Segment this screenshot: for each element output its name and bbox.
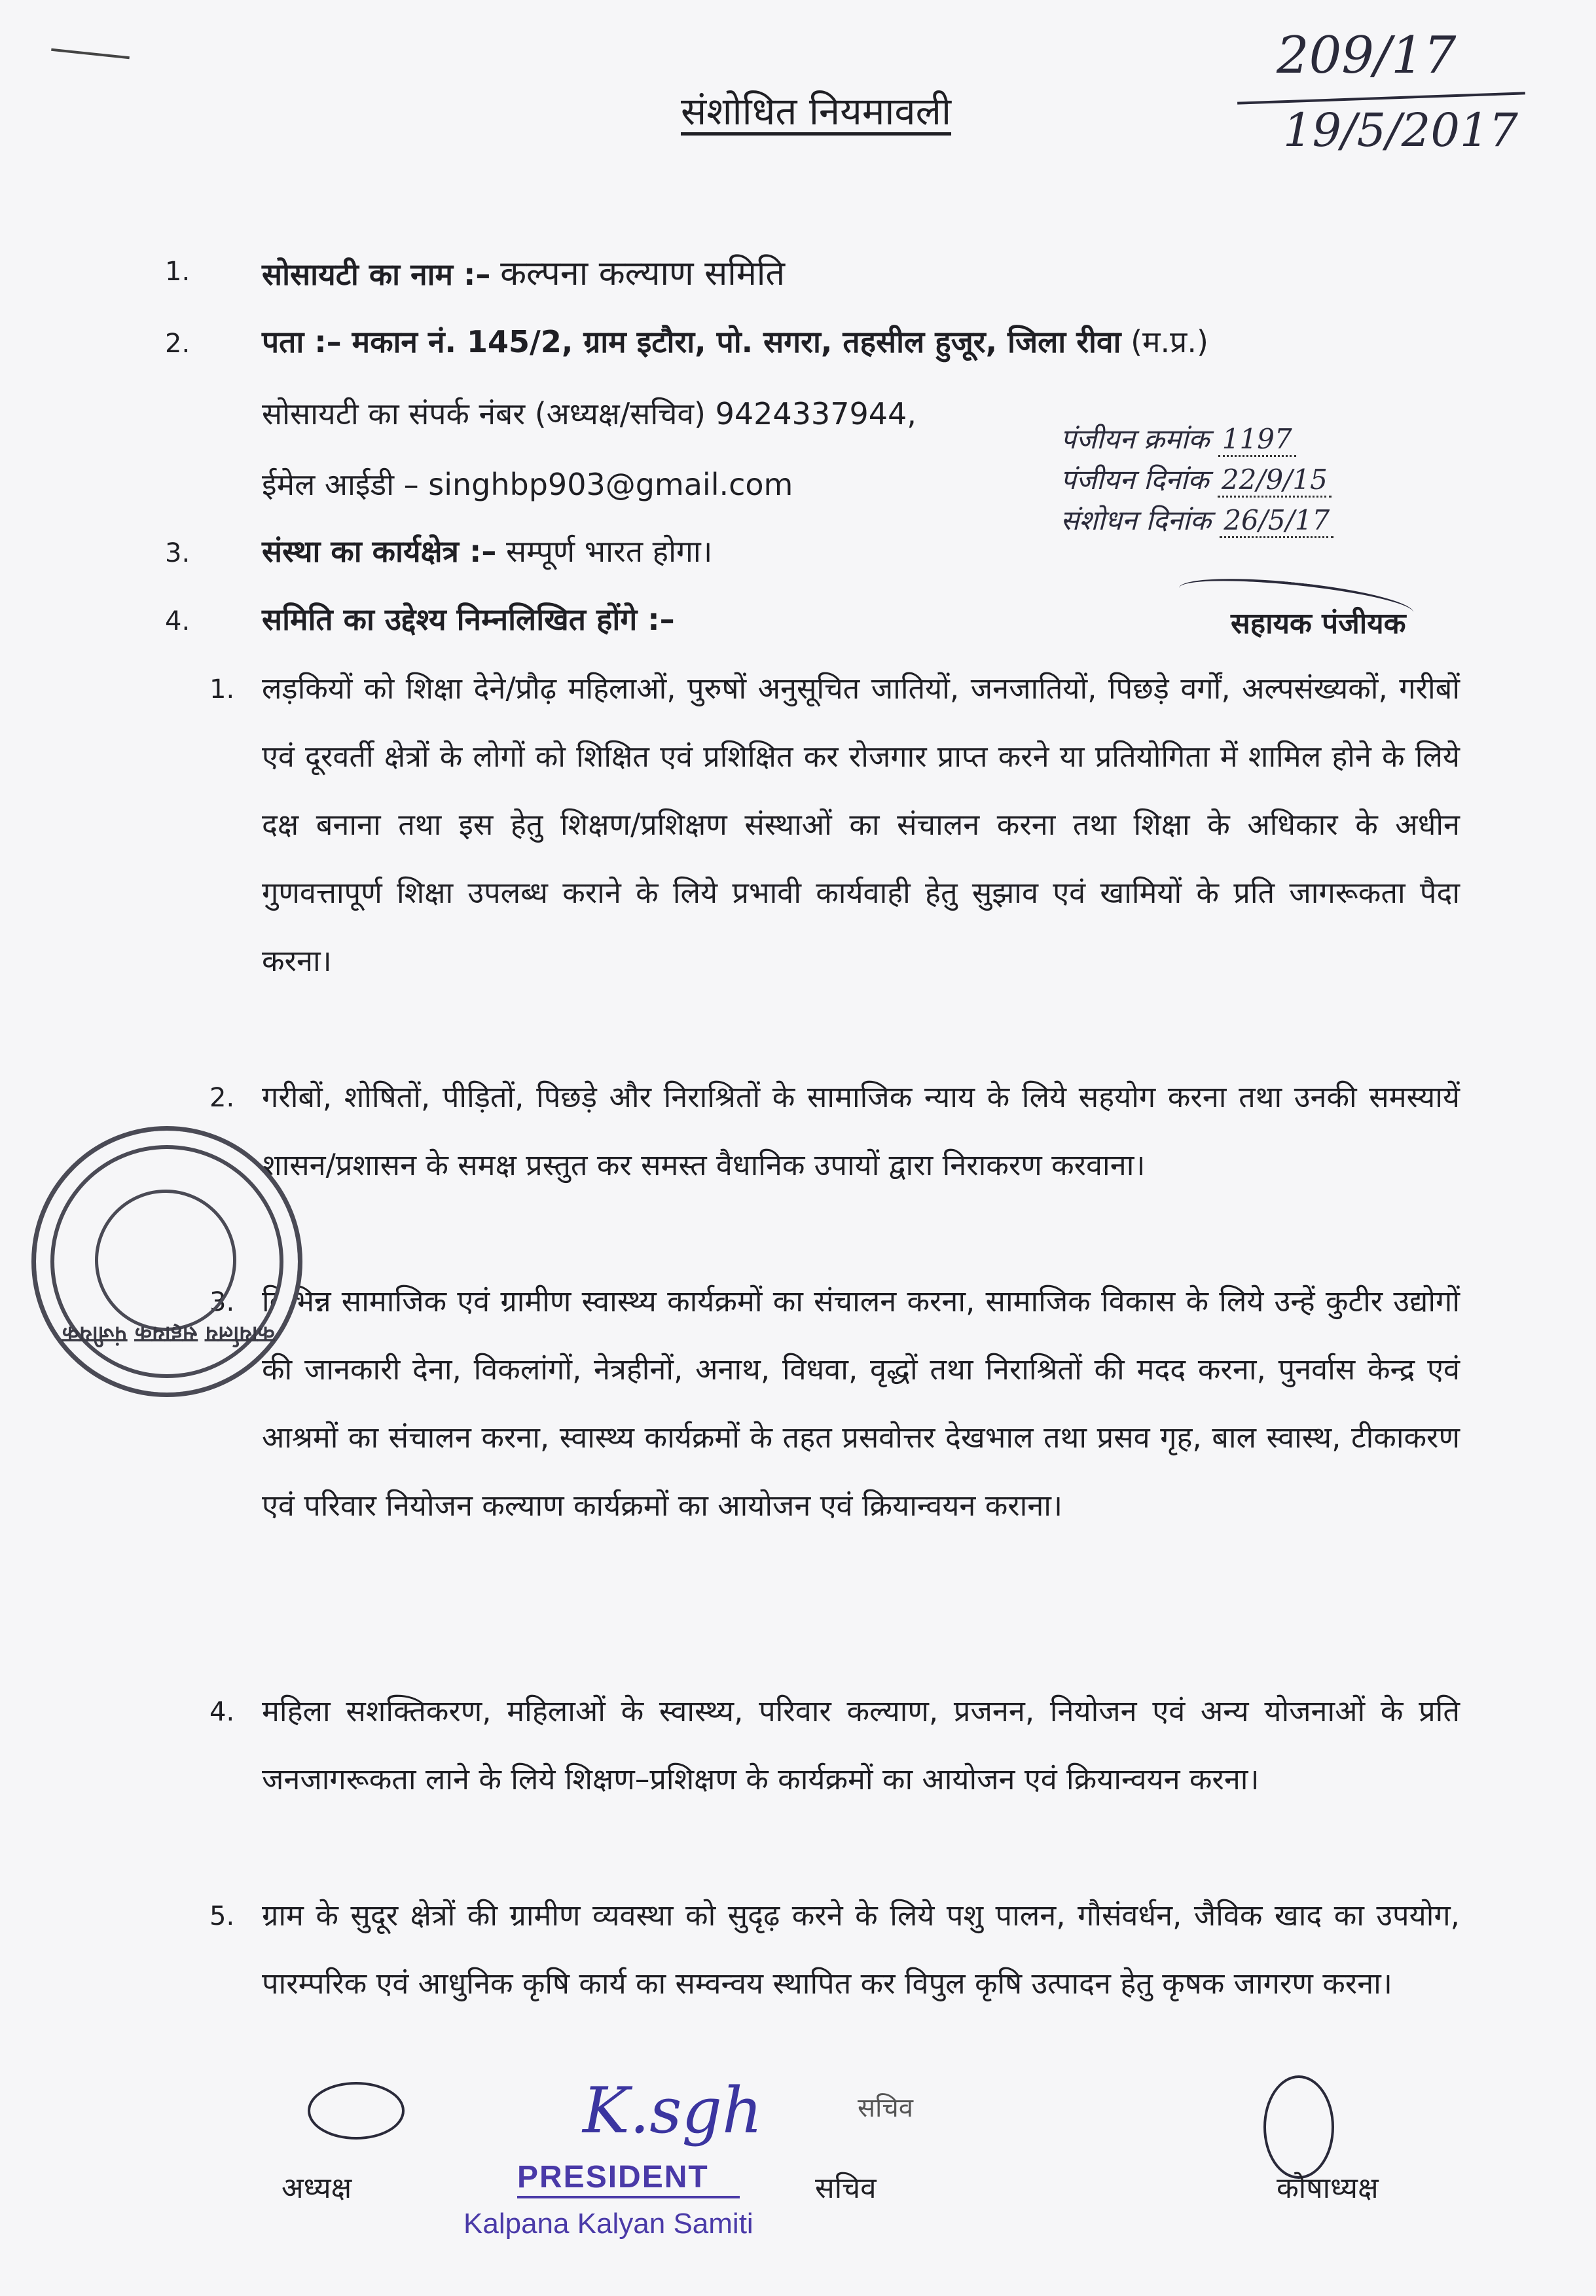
president-title: अध्यक्ष xyxy=(281,2172,352,2205)
contact-number: सोसायटी का संपर्क नंबर (अध्यक्ष/सचिव) 9424337944, xyxy=(262,396,916,431)
treasurer-signature-scribble xyxy=(1263,2075,1334,2179)
treasurer-title: कोषाध्यक्ष xyxy=(1277,2172,1379,2205)
case-reference xyxy=(1237,26,1545,157)
registrar-signature xyxy=(1178,576,1440,661)
section-row xyxy=(262,249,785,295)
president-signature: K.sgh xyxy=(583,2074,763,2147)
objective-text: गरीबों, शोषितों, पीड़ितों, पिछड़े और निराश्रितों के सामाजिक न्याय के लिये सहयोग करना तथा उनकी समस्यायें शासन/प्रशासन के समक्ष प्रस्तुत कर समस्त वैधानिक उपायों द्वारा निराकरण करवाना। xyxy=(262,1080,1460,1182)
email-id: ईमेल आईडी – singhbp903@gmail.com xyxy=(262,467,793,502)
amendment-date-line: संशोधन दिनांक 26/5/17 xyxy=(1061,500,1333,541)
address-label: पता :– मकान नं. 145/2, ग्राम इटौरा, पो. सगरा, तहसील हुजूर, जिला रीवा xyxy=(262,324,1121,359)
objective-number: 3. xyxy=(209,1287,235,1317)
section-number: 2. xyxy=(165,329,190,359)
section-number: 1. xyxy=(165,257,190,287)
signature-row xyxy=(0,2062,1596,2278)
address-state: (म.प्र.) xyxy=(1131,324,1208,359)
pen-mark xyxy=(51,48,130,60)
registrar-title: सहायक पंजीयक xyxy=(1231,607,1406,640)
section-row xyxy=(262,530,712,571)
objective-number: 2. xyxy=(209,1083,235,1113)
office-seal xyxy=(31,1126,302,1397)
samiti-stamp: Kalpana Kalyan Samiti xyxy=(463,2208,753,2240)
amendment-date: 26/5/17 xyxy=(1220,504,1333,538)
registration-number-line: पंजीयन क्रमांक 1197 xyxy=(1061,419,1333,460)
secretary-stamp: सचिव xyxy=(858,2093,914,2123)
seal-inner-ring xyxy=(95,1190,236,1331)
section-row xyxy=(262,321,1208,361)
section-label: समिति का उद्देश्य निम्नलिखित होंगे :– xyxy=(262,602,675,637)
objective-text: विभिन्न सामाजिक एवं ग्रामीण स्वास्थ्य कार्यक्रमों का संचालन करना, सामाजिक विकास के लिये उन्हें कुटीर उद्योगों की जानकारी देना, विकलांगों, नेत्रहीनों, अनाथ, विधवा, वृद्धों तथा निराश्रितों की मदद करना, पुनर्वास केन्द्र एवं आश्रमों का संचालन करना, स्वास्थ्य कार्यक्रमों के तहत प्रसवोत्तर देखभाल तथा प्रसव गृह, बाल स्वास्थ, टीकाकरण एवं परिवार नियोजन कल्याण कार्यक्रमों का आयोजन एवं क्रियान्वयन कराना। xyxy=(262,1284,1460,1523)
section-row xyxy=(262,598,675,639)
objective-number: 1. xyxy=(209,674,235,704)
section-number: 4. xyxy=(165,606,190,636)
registration-date-line: पंजीयन दिनांक 22/9/15 xyxy=(1061,460,1333,500)
objective-number: 4. xyxy=(209,1697,235,1727)
seal-text: कार्यालय सहायक पंजीयक xyxy=(62,1321,275,1347)
document-title: संशोधित नियमावली xyxy=(681,89,952,134)
section-number: 3. xyxy=(165,538,190,568)
section-label: सोसायटी का नाम :– xyxy=(262,257,491,292)
work-area: सम्पूर्ण भारत होगा। xyxy=(505,534,713,569)
objective-number: 5. xyxy=(209,1901,235,1931)
secretary-title: सचिव xyxy=(815,2172,877,2205)
society-name: कल्पना कल्याण समिति xyxy=(500,254,785,293)
president-stamp: PRESIDENT xyxy=(517,2160,709,2195)
objective-text: ग्राम के सुदूर क्षेत्रों की ग्रामीण व्यवस्था को सुदृढ़ करने के लिये पशु पालन, गौसंवर्धन, जैविक खाद का उपयोग, पारम्परिक एवं आधुनिक कृषि कार्य का सम्वन्वय स्थापित कर विपुल कृषि उत्पादन हेतु कृषक जागरण करना। xyxy=(262,1898,1460,2001)
objective-text: महिला सशक्तिकरण, महिलाओं के स्वास्थ्य, परिवार कल्याण, प्रजनन, नियोजन एवं अन्य योजनाओं के प्रति जनजागरूकता लाने के लिये शिक्षण–प्रशिक्षण के कार्यक्रमों का आयोजन एवं क्रियान्वयन करना। xyxy=(262,1694,1460,1796)
president-signature-scribble xyxy=(308,2082,405,2140)
registration-date: 22/9/15 xyxy=(1218,464,1332,498)
objective-text: लड़कियों को शिक्षा देने/प्रौढ़ महिलाओं, पुरुषों अनुसूचित जातियों, जनजातियों, पिछड़े वर्गों, अल्पसंख्यकों, गरीबों एवं दूरवर्ती क्षेत्रों के लोगों को शिक्षित एवं प्रशिक्षित कर रोजगार प्राप्त करने या प्रतियोगिता में शामिल होने के लिये दक्ष बनाना तथा इस हेतु शिक्षण/प्रशिक्षण संस्थाओं का संचालन करना तथा शिक्षा के अधिकार के अधीन गुणवत्तापूर्ण शिक्षा उपलब्ध कराने के लिये प्रभावी कार्यवाही हेतु सुझाव एवं खामियों के प्रति जागरूकता पैदा करना। xyxy=(262,671,1460,978)
section-label: संस्था का कार्यक्षेत्र :– xyxy=(262,534,497,569)
case-divider xyxy=(1237,92,1525,104)
case-date: 19/5/2017 xyxy=(1283,103,1518,157)
registration-number: 1197 xyxy=(1218,423,1296,457)
case-number: 209/17 xyxy=(1277,26,1457,85)
registration-block xyxy=(1061,419,1333,541)
stamp-underline xyxy=(517,2196,740,2198)
